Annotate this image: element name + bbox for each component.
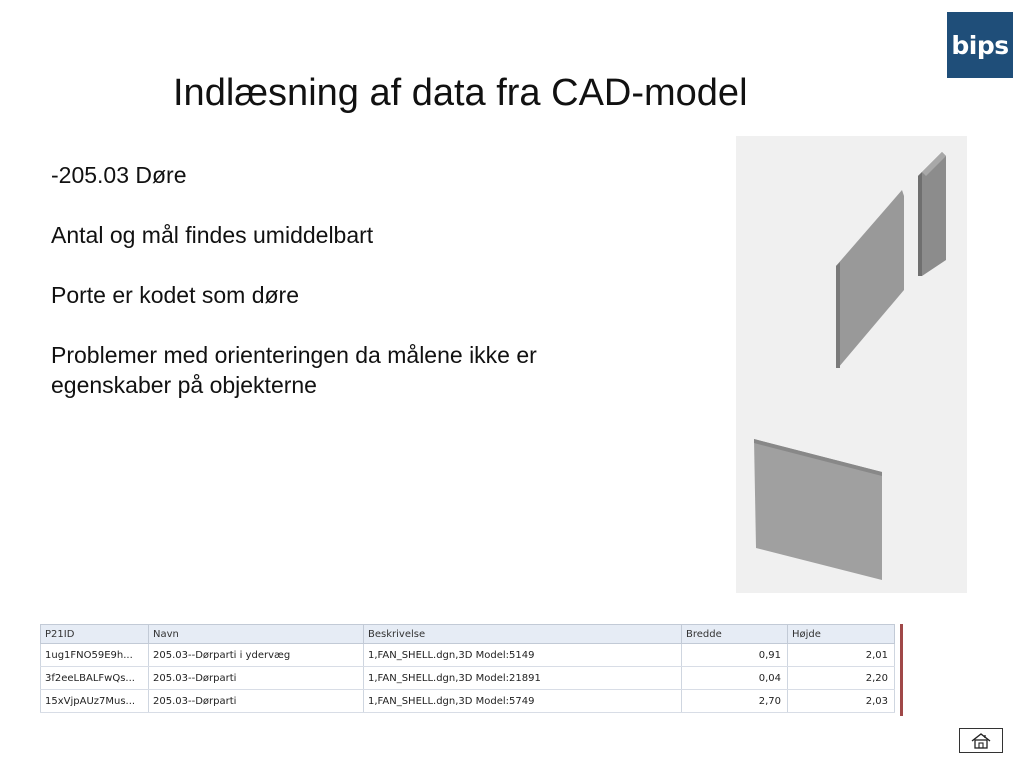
cell-p21id[interactable]: 15xVjpAUz7Mus... [41, 690, 149, 713]
cell-navn[interactable]: 205.03--Dørparti [149, 667, 364, 690]
cad-doors-illustration [736, 136, 967, 593]
cell-hojde[interactable]: 2,01 [788, 644, 895, 667]
cell-navn[interactable]: 205.03--Dørparti [149, 690, 364, 713]
home-icon [970, 732, 992, 750]
table-header-row [41, 625, 895, 644]
cell-beskrivelse[interactable]: 1,FAN_SHELL.dgn,3D Model:21891 [364, 667, 682, 690]
cell-p21id[interactable]: 1ug1FNO59E9h... [41, 644, 149, 667]
table-row[interactable] [41, 667, 895, 690]
column-header-hojde[interactable]: Højde [788, 625, 895, 644]
cell-hojde[interactable]: 2,20 [788, 667, 895, 690]
bullet-item: Problemer med orienteringen da målene ikke er egenskaber på objekterne [51, 342, 537, 398]
table-row[interactable] [41, 644, 895, 667]
cell-beskrivelse[interactable]: 1,FAN_SHELL.dgn,3D Model:5149 [364, 644, 682, 667]
door-shape-tall [836, 190, 904, 368]
door-shape-thin [918, 152, 946, 276]
cell-p21id[interactable]: 3f2eeLBALFwQs... [41, 667, 149, 690]
cell-bredde[interactable]: 0,91 [682, 644, 788, 667]
column-header-navn[interactable]: Navn [149, 625, 364, 644]
cell-hojde[interactable]: 2,03 [788, 690, 895, 713]
bullet-list [51, 160, 651, 430]
table-row[interactable] [41, 690, 895, 713]
door-shape-wide [754, 439, 882, 580]
home-button[interactable] [959, 728, 1003, 753]
bullet-item: -205.03 Døre [51, 162, 187, 188]
cad-model-view [736, 136, 967, 593]
cell-bredde[interactable]: 2,70 [682, 690, 788, 713]
bips-logo [947, 12, 1013, 78]
cell-navn[interactable]: 205.03--Dørparti i ydervæg [149, 644, 364, 667]
cell-bredde[interactable]: 0,04 [682, 667, 788, 690]
slide-title: Indlæsning af data fra CAD-model [173, 72, 748, 114]
bullet-item: Porte er kodet som døre [51, 282, 299, 308]
column-header-bredde[interactable]: Bredde [682, 625, 788, 644]
attribute-table [40, 624, 903, 716]
column-header-p21id[interactable]: P21ID [41, 625, 149, 644]
bullet-item: Antal og mål findes umiddelbart [51, 222, 374, 248]
column-header-beskrivelse[interactable]: Beskrivelse [364, 625, 682, 644]
logo-text: bips [951, 30, 1009, 60]
cell-beskrivelse[interactable]: 1,FAN_SHELL.dgn,3D Model:5749 [364, 690, 682, 713]
